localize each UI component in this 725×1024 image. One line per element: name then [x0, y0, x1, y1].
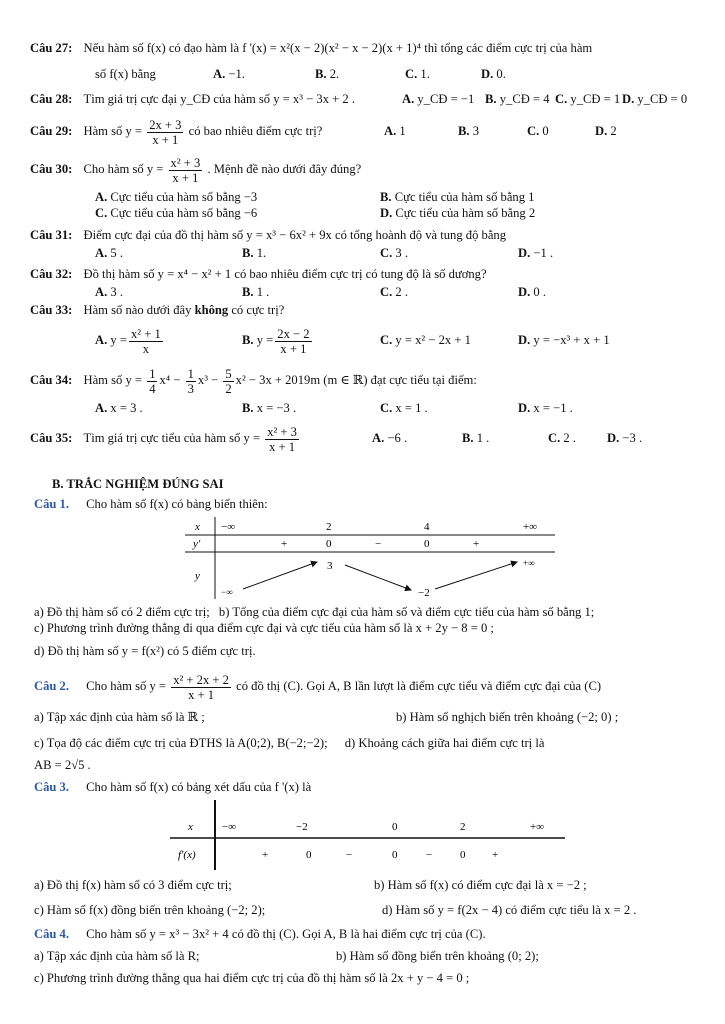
- option-c: C. 0: [527, 124, 549, 138]
- fraction: $\frac{\text{x² + 3}}{x + 1}$: [170, 155, 201, 185]
- row-label-x: x: [195, 521, 200, 533]
- x-value: 4: [424, 521, 430, 533]
- question-label: Câu 32:: [30, 267, 73, 281]
- y-value: +∞: [523, 558, 535, 568]
- x-value: +∞: [530, 821, 545, 833]
- option-d: D. −3 .: [607, 431, 643, 445]
- q28: [30, 91, 688, 107]
- option-c: C. 1.: [405, 67, 430, 81]
- option-b: B. 1.: [242, 246, 267, 260]
- option-c: C. 2 .: [380, 285, 408, 299]
- row-label-x: x: [188, 821, 193, 833]
- variation-table: [185, 517, 555, 599]
- q34-options: [95, 400, 573, 416]
- x-value: 2: [460, 821, 466, 833]
- option-d: D. x = −1 .: [518, 401, 573, 415]
- q33: Câu 33: Hàm số nào dưới đây không có cực trị?: [30, 303, 285, 317]
- c2-statement-d2: AB = 2√5 .: [34, 758, 91, 772]
- question-label: Câu 31:: [30, 228, 73, 242]
- q27: [30, 40, 592, 56]
- c3-statement-cd: c) Hàm số f(x) đồng biến trên khoảng (−2; 2); d) Hàm số y = f(2x − 4) có điểm cực tiểu là x = 2 .: [34, 903, 637, 917]
- option-d: D. y = −x³ + x + 1: [518, 333, 610, 347]
- option-a: A. −1.: [213, 67, 245, 81]
- q31: Câu 31: Điểm cực đại của đồ thị hàm số y = x³ − 6x² + 9x có tổng hoành độ và tung độ bằng: [30, 228, 507, 242]
- option-a: A. y_CĐ = −1: [402, 92, 475, 106]
- c1-statement-c: c) Phương trình đường thẳng đi qua điểm cực đại và cực tiểu của hàm số là x + 2y − 8 = 0 ;: [34, 621, 494, 635]
- question-label: Câu 3.: [34, 780, 69, 794]
- x-value: −2: [296, 821, 308, 833]
- sign: +: [473, 538, 480, 550]
- sign: −: [346, 849, 353, 861]
- q32: Câu 32: Đồ thị hàm số y = x⁴ − x² + 1 có bao nhiêu điểm cực trị có tung độ là số dương?: [30, 267, 487, 281]
- option-a: A. Cực tiểu của hàm số bằng −3: [95, 190, 258, 204]
- x-value: 0: [392, 821, 398, 833]
- question-label: Câu 34:: [30, 373, 73, 387]
- c2-statement-cd: c) Tọa độ các điểm cực trị của ĐTHS là A(0;2), B(−2;−2); d) Khoảng cách giữa hai điểm cực trị là: [34, 736, 545, 750]
- q29: Câu 29: Hàm số y = $\frac{2x + 3}{x + 1}$ có bao nhiêu điểm cực trị? A. 1 B. 3 C. 0 D. 2: [30, 113, 322, 149]
- option-a: A. 3 .: [95, 285, 123, 299]
- option-b: B. 1 .: [462, 431, 490, 445]
- sign: +: [281, 538, 288, 550]
- sign: 0: [306, 849, 312, 861]
- option-b: B. Cực tiểu của hàm số bằng 1: [380, 190, 535, 204]
- decrease-arrow: [345, 565, 411, 590]
- question-label: Câu 29:: [30, 124, 73, 138]
- c4-statement-c: c) Phương trình đường thẳng qua hai điểm cực trị của đồ thị hàm số là 2x + y − 4 = 0 ;: [34, 971, 470, 985]
- row-label-yprime: y': [193, 538, 201, 550]
- q30-options-row1: [95, 189, 535, 205]
- option-c: C. y = x² − 2x + 1: [380, 333, 471, 347]
- sign: 0: [392, 849, 398, 861]
- option-c: C. y_CĐ = 1: [555, 92, 621, 106]
- option-a: A. x = 3 .: [95, 401, 143, 415]
- option-d: D. 0.: [481, 67, 506, 81]
- option-b: B. 3: [458, 124, 480, 138]
- option-c: C. x = 1 .: [380, 401, 428, 415]
- q33-options: [95, 322, 610, 358]
- x-value: 2: [326, 521, 332, 533]
- increase-arrow: [435, 562, 517, 589]
- c1: Câu 1. Cho hàm số f(x) có bảng biến thiên:: [34, 497, 268, 511]
- question-label: Câu 35:: [30, 431, 73, 445]
- question-label: Câu 30:: [30, 162, 73, 176]
- sign: 0: [460, 849, 466, 861]
- sign: −: [426, 849, 433, 861]
- sign: −: [375, 538, 382, 550]
- question-text: Tìm giá trị cực đại y_CĐ của hàm số y = x³ − 3x + 2 .: [83, 92, 355, 106]
- q31-options: [95, 245, 554, 261]
- sign: 0: [424, 538, 430, 550]
- option-b: B. y = $\frac{2x - 2}{x + 1}$: [242, 326, 310, 356]
- x-value: −∞: [221, 521, 236, 533]
- question-label: Câu 1.: [34, 497, 69, 511]
- q32-options: [95, 284, 546, 300]
- question-label: Câu 2.: [34, 679, 69, 693]
- option-c: C. 3 .: [380, 246, 408, 260]
- y-value: 3: [327, 560, 333, 572]
- y-value: −2: [418, 587, 430, 599]
- c2: Câu 2. Cho hàm số y = $\frac{\text{x² + 2x + 2}}{x + 1}$ có đồ thị (C). Gọi A, B lần lượt là điểm cực tiểu và điểm cực đại của (C): [34, 672, 602, 702]
- option-b: B. y_CĐ = 4: [485, 92, 550, 106]
- question-label: Câu 33:: [30, 303, 73, 317]
- section-heading: B. TRẮC NGHIỆM ĐÚNG SAI: [52, 477, 224, 491]
- fraction: $\frac{2x + 3}{x + 1}$: [149, 117, 182, 147]
- option-d: D. Cực tiểu của hàm số bằng 2: [380, 206, 536, 220]
- option-d: D. 2: [595, 124, 617, 138]
- c1-statement-d: d) Đồ thị hàm số y = f(x²) có 5 điểm cực trị.: [34, 644, 256, 658]
- y-value: −∞: [221, 587, 233, 597]
- option-d: D. −1 .: [518, 246, 554, 260]
- question-label: Câu 4.: [34, 927, 69, 941]
- x-value: +∞: [523, 521, 538, 533]
- q30: Câu 30: Cho hàm số y = $\frac{\text{x² + 3}}{x + 1}$ . Mệnh đề nào dưới đây đúng?: [30, 155, 362, 185]
- sign: +: [492, 849, 499, 861]
- option-b: B. 2.: [315, 67, 340, 81]
- option-a: A. 5 .: [95, 246, 123, 260]
- sign-table: [170, 800, 565, 870]
- question-text: Nếu hàm số f(x) có đạo hàm là f '(x) = x²(x − 2)(x² − x − 2)(x + 1)⁴ thì tổng các điểm cực trị của hàm: [83, 41, 593, 55]
- question-label: Câu 28:: [30, 92, 73, 106]
- c4-statement-ab: a) Tập xác định của hàm số là R; b) Hàm số đồng biến trên khoảng (0; 2);: [34, 949, 539, 963]
- question-label: Câu 27:: [30, 41, 73, 55]
- q30-options-row2: [95, 205, 536, 221]
- question-text: số f(x) bằng: [95, 67, 156, 81]
- row-label-fprime: f'(x): [178, 849, 196, 861]
- q34: Câu 34: Hàm số y = $\frac{1}{4}$ x⁴ − $\frac{1}{3}$ x³ − $\frac{5}{2}$ x² − 3x + 2019m (m ∈ ℝ) đạt cực tiểu tại điểm:: [30, 366, 477, 396]
- c3-statement-ab: a) Đồ thị f(x) hàm số có 3 điểm cực trị; b) Hàm số f(x) có điểm cực đại là x = −2 ;: [34, 878, 587, 892]
- option-d: D. y_CĐ = 0: [622, 92, 688, 106]
- c3: Câu 3. Cho hàm số f(x) có bảng xét dấu của f '(x) là: [34, 780, 312, 794]
- c4: Câu 4. Cho hàm số y = x³ − 3x² + 4 có đồ thị (C). Gọi A, B là hai điểm cực trị của (C).: [34, 927, 486, 941]
- sign: 0: [326, 538, 332, 550]
- q27-line2: [95, 66, 506, 82]
- option-b: B. x = −3 .: [242, 401, 297, 415]
- option-a: A. 1: [384, 124, 406, 138]
- increase-arrow: [243, 562, 317, 589]
- sign: +: [262, 849, 269, 861]
- x-value: −∞: [222, 821, 237, 833]
- option-c: C. Cực tiểu của hàm số bằng −6: [95, 206, 258, 220]
- option-a: A. y = $\frac{\text{x² + 1}}{x}$: [95, 326, 161, 356]
- option-d: D. 0 .: [518, 285, 546, 299]
- c2-statement-ab: a) Tập xác định của hàm số là ℝ ; b) Hàm số nghịch biến trên khoảng (−2; 0) ;: [34, 710, 619, 724]
- option-a: A. −6 .: [372, 431, 408, 445]
- option-c: C. 2 .: [548, 431, 576, 445]
- row-label-y: y: [195, 570, 200, 582]
- c1-statement-ab: a) Đồ thị hàm số có 2 điểm cực trị; b) Tổng của điểm cực đại của hàm số và điểm cực tiểu của hàm số bằng 1;: [34, 605, 595, 619]
- option-b: B. 1 .: [242, 285, 270, 299]
- q35: Câu 35: Tìm giá trị cực tiểu của hàm số y = $\frac{\text{x² + 3}}{x + 1}$ A. −6 . B. 1 . C. 2 . D. −3 .: [30, 420, 301, 456]
